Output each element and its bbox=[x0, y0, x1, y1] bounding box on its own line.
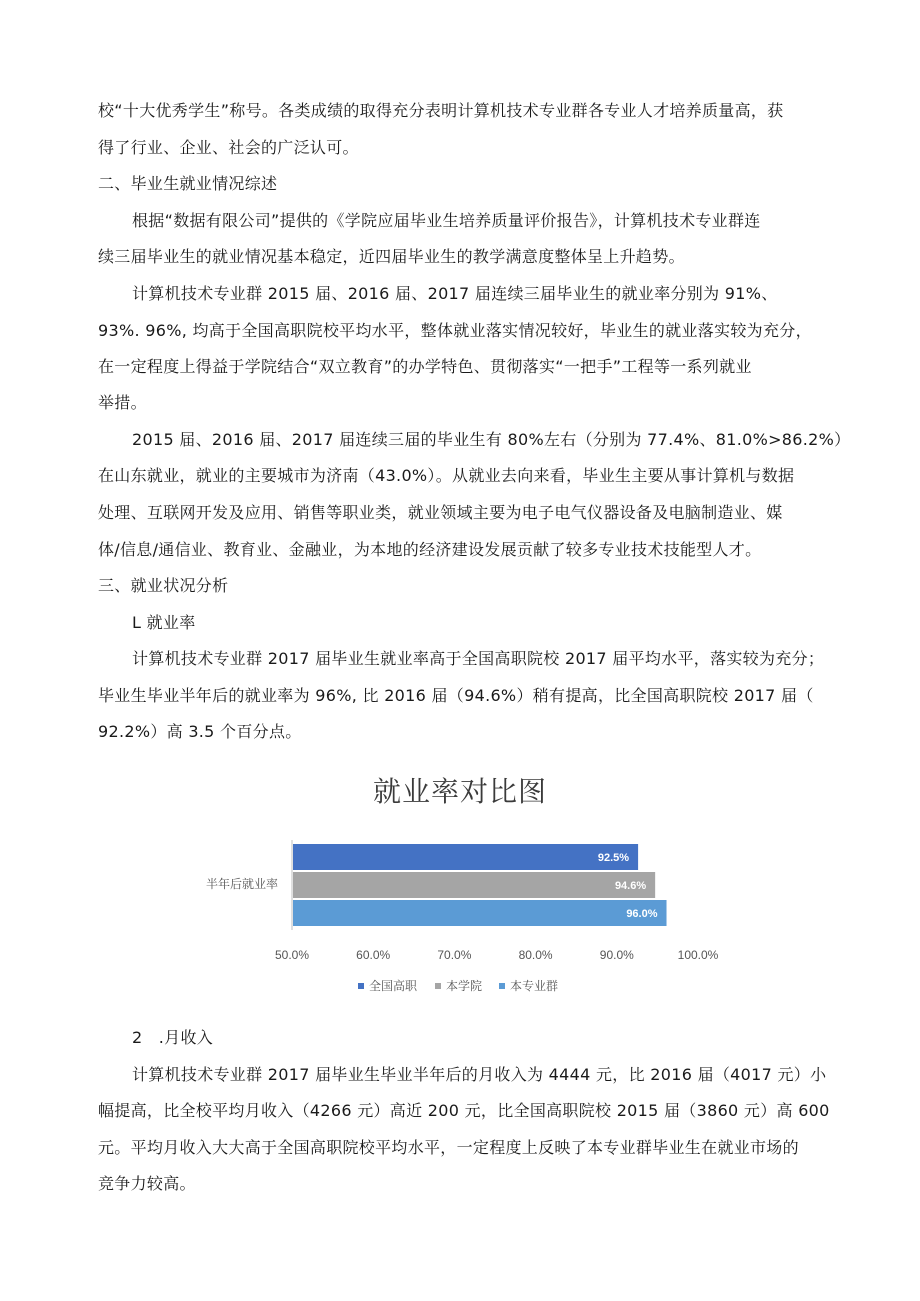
legend-entry: 本学院 bbox=[446, 979, 483, 993]
category-label: 半年后就业率 bbox=[205, 877, 278, 891]
bar-本学院 bbox=[293, 872, 655, 898]
paragraph-line: 校“十大优秀学生”称号。各类成绩的取得充分表明计算机技术专业群各专业人才培养质量高，获 bbox=[98, 101, 784, 120]
paragraph-line: 计算机技术专业群 2017 届毕业生毕业半年后的月收入为 4444 元，比 2016 届（4017 元）小 bbox=[132, 1065, 827, 1084]
x-tick-label: 90.0% bbox=[599, 948, 634, 962]
paragraph-line: 计算机技术专业群 2015 届、2016 届、2017 届连续三届毕业生的就业率分别为 91%、 bbox=[132, 284, 778, 303]
paragraph-line: 在山东就业，就业的主要城市为济南（43.0%）。从就业去向来看，毕业生主要从事计算机与数据 bbox=[98, 466, 795, 485]
subsection-heading: L 就业率 bbox=[132, 613, 196, 632]
x-tick-label: 50.0% bbox=[274, 948, 310, 962]
bar-data-label: 92.5% bbox=[597, 852, 630, 864]
bar-本专业群 bbox=[293, 900, 667, 926]
paragraph-line: 92.2%）高 3.5 个百分点。 bbox=[98, 722, 302, 741]
legend-entry: 本专业群 bbox=[510, 979, 559, 993]
section-heading: 二、毕业生就业情况综述 bbox=[98, 174, 278, 193]
paragraph-line: 元。平均月收入大大高于全国高职院校平均水平，一定程度上反映了本专业群毕业生在就业市场的 bbox=[98, 1138, 799, 1157]
paragraph-line: 得了行业、企业、社会的广泛认可。 bbox=[98, 138, 359, 157]
legend-swatch bbox=[499, 983, 505, 989]
paragraph-line: 体/信息/通信业、教育业、金融业，为本地的经济建设发展贡献了较多专业技术技能型人才。 bbox=[98, 540, 762, 559]
paragraph-line: 93%. 96%, 均高于全国高职院校平均水平，整体就业落实情况较好，毕业生的就业落实较为充分， bbox=[98, 321, 812, 340]
x-tick-label: 80.0% bbox=[518, 948, 553, 962]
chart-title: 就业率对比图 bbox=[372, 775, 547, 808]
legend-entry: 全国高职 bbox=[369, 979, 418, 993]
paragraph-line: 毕业生毕业半年后的就业率为 96%, 比 2016 届（94.6%）稍有提高，比全国高职院校 2017 届（ bbox=[98, 686, 814, 705]
employment-rate-chart bbox=[180, 820, 740, 1002]
bar-全国高职 bbox=[293, 844, 638, 870]
x-tick-label: 100.0% bbox=[677, 948, 719, 962]
paragraph-line: 计算机技术专业群 2017 届毕业生就业率高于全国高职院校 2017 届平均水平，落实较为充分； bbox=[132, 649, 825, 668]
paragraph-line: 幅提高，比全校平均月收入（4266 元）高近 200 元，比全国高职院校 2015 届（3860 元）高 600 bbox=[98, 1101, 830, 1120]
bar-data-label: 94.6% bbox=[614, 880, 647, 892]
paragraph-line: 在一定程度上得益于学院结合“双立教育”的办学特色、贯彻落实“一把手”工程等一系列就业 bbox=[98, 357, 752, 376]
subsection-heading: 2 .月收入 bbox=[132, 1028, 214, 1047]
section-heading: 三、就业状况分析 bbox=[98, 576, 229, 595]
paragraph-line: 根据“数据有限公司”提供的《学院应届毕业生培养质量评价报告》，计算机技术专业群连 bbox=[132, 211, 761, 230]
paragraph-line: 举措。 bbox=[98, 393, 147, 412]
x-tick-label: 70.0% bbox=[437, 948, 472, 962]
x-tick-label: 60.0% bbox=[356, 948, 391, 962]
legend-swatch bbox=[358, 983, 364, 989]
paragraph-line: 2015 届、2016 届、2017 届连续三届的毕业生有 80%左右（分别为 77.4%、81.0%>86.2%） bbox=[132, 430, 851, 449]
bar-data-label: 96.0% bbox=[626, 908, 658, 920]
paragraph-line: 续三届毕业生的就业情况基本稳定，近四届毕业生的教学满意度整体呈上升趋势。 bbox=[98, 247, 685, 266]
paragraph-line: 竞争力较高。 bbox=[98, 1174, 196, 1193]
legend-swatch bbox=[435, 983, 441, 989]
paragraph-line: 处理、互联网开发及应用、销售等职业类，就业领域主要为电子电气仪器设备及电脑制造业、媒 bbox=[98, 503, 783, 522]
